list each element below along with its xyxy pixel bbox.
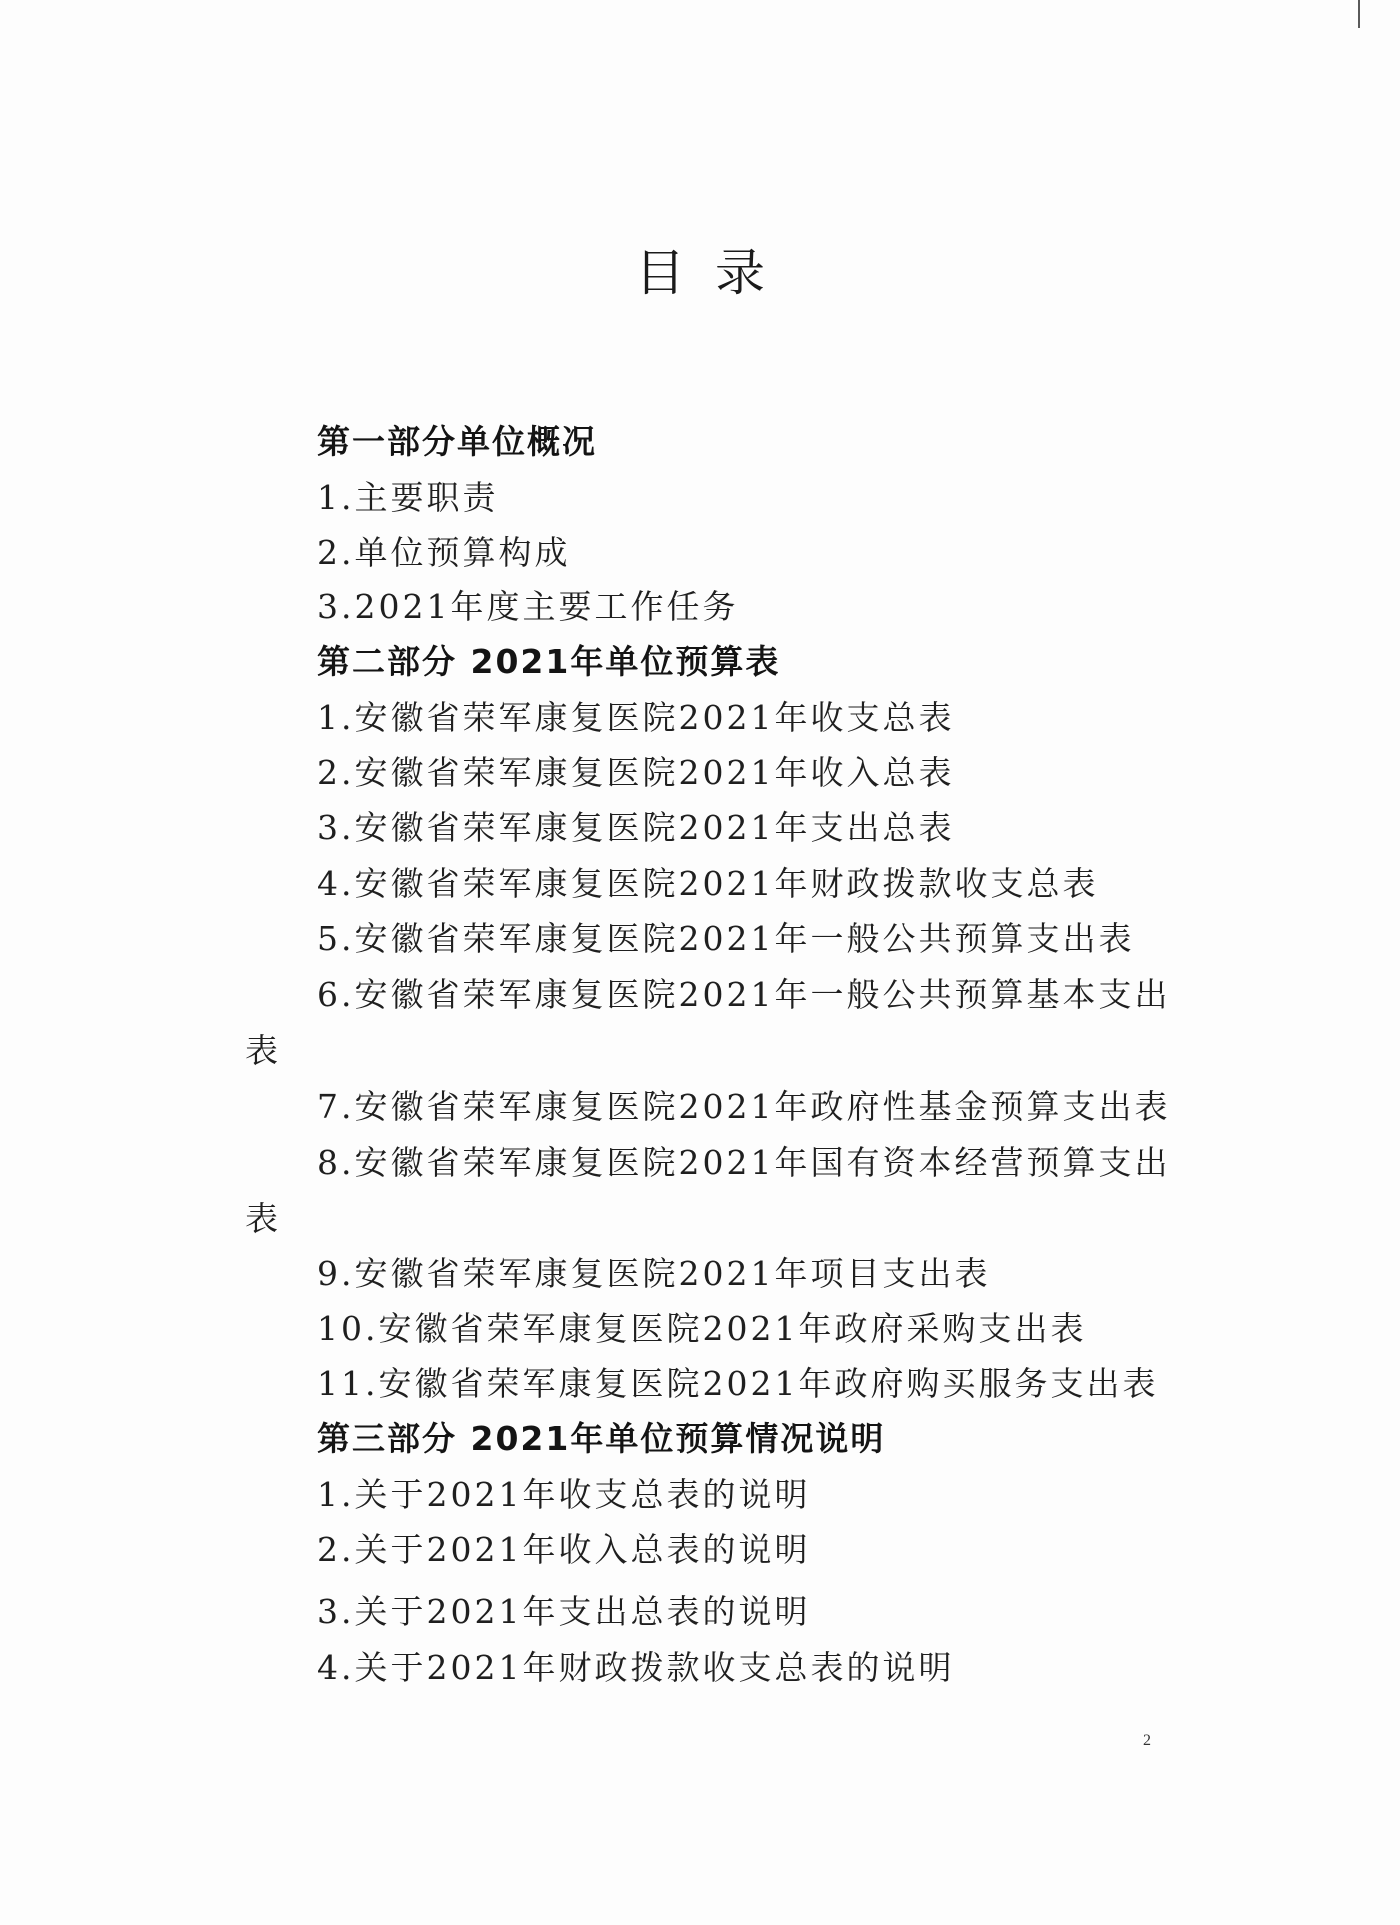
part-3-heading: 第三部分 2021年单位预算情况说明 bbox=[317, 1419, 886, 1458]
part-2-item-1: 1.安徽省荣军康复医院2021年收支总表 bbox=[317, 698, 955, 737]
part-2-item-9: 9.安徽省荣军康复医院2021年项目支出表 bbox=[317, 1254, 991, 1293]
part-1-item-3: 3.2021年度主要工作任务 bbox=[317, 587, 739, 626]
part-3-item-4: 4.关于2021年财政拨款收支总表的说明 bbox=[317, 1648, 955, 1687]
part-2-item-2: 2.安徽省荣军康复医院2021年收入总表 bbox=[317, 753, 955, 792]
part-2-item-6-wrap: 表 bbox=[245, 1031, 281, 1070]
part-3-item-2: 2.关于2021年收入总表的说明 bbox=[317, 1530, 811, 1569]
part-3-item-3: 3.关于2021年支出总表的说明 bbox=[317, 1592, 811, 1631]
part-1-heading: 第一部分单位概况 bbox=[317, 422, 597, 461]
part-2-item-4: 4.安徽省荣军康复医院2021年财政拨款收支总表 bbox=[317, 864, 1099, 903]
part-2-item-6: 6.安徽省荣军康复医院2021年一般公共预算基本支出 bbox=[317, 975, 1171, 1014]
toc-title: 目录 bbox=[635, 244, 795, 302]
part-2-item-10: 10.安徽省荣军康复医院2021年政府采购支出表 bbox=[317, 1309, 1087, 1348]
part-2-item-11: 11.安徽省荣军康复医院2021年政府购买服务支出表 bbox=[317, 1364, 1159, 1403]
part-2-item-8-wrap: 表 bbox=[245, 1199, 281, 1238]
scan-edge-line bbox=[1358, 0, 1360, 28]
part-1-item-2: 2.单位预算构成 bbox=[317, 533, 571, 572]
page-number: 2 bbox=[1143, 1732, 1151, 1749]
part-2-item-7: 7.安徽省荣军康复医院2021年政府性基金预算支出表 bbox=[317, 1087, 1171, 1126]
part-2-item-8: 8.安徽省荣军康复医院2021年国有资本经营预算支出 bbox=[317, 1143, 1171, 1182]
part-2-item-5: 5.安徽省荣军康复医院2021年一般公共预算支出表 bbox=[317, 919, 1135, 958]
part-3-item-1: 1.关于2021年收支总表的说明 bbox=[317, 1475, 811, 1514]
part-1-item-1: 1.主要职责 bbox=[317, 478, 499, 517]
part-2-item-3: 3.安徽省荣军康复医院2021年支出总表 bbox=[317, 808, 955, 847]
part-2-heading: 第二部分 2021年单位预算表 bbox=[317, 642, 781, 681]
